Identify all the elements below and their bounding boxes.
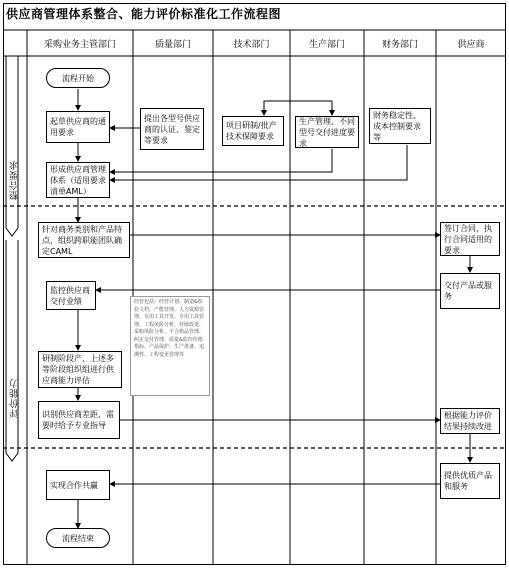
phase-label-evaluation: 评价能力 xyxy=(10,378,20,418)
production-requirements: 生产管理、不同型号交付进度要求 xyxy=(295,116,359,148)
deliver-products: 交付产品或服务 xyxy=(440,273,500,309)
annotation-note: 经营包括：经营计划、制造&检验文档、产能管理、人力资源管理、专用工具开发、专用工具管理、工程风险分析、持续改进、采购风险分析、不合格品管理、纠正交付管理、质量&监控价格指标、产品保护、生产准备、追溯性、工程变更管理等 xyxy=(130,296,210,396)
tech-requirements: 项目研制/批产技术保障要求 xyxy=(222,116,284,146)
chart-title: 供应商管理体系整合、能力评价标准化工作流程图 xyxy=(6,7,282,21)
column-header-finance: 财务部门 xyxy=(381,40,418,50)
identify-gaps: 识别供应商差距，需要时给予专业指导 xyxy=(38,401,120,439)
win-win-cooperation: 实现合作共赢 xyxy=(46,470,110,500)
start-terminal: 流程开始 xyxy=(46,68,110,88)
monitor-delivery: 监控供应商交付业绩 xyxy=(46,281,96,310)
raise-general-requirements: 起草供应商的通用要求 xyxy=(46,111,110,143)
column-header-quality: 质量部门 xyxy=(154,40,191,50)
form-management-system: 形成供应商管理体系（适用要求清单AML） xyxy=(46,162,110,198)
provide-quality-products: 提供优质产品和服务 xyxy=(440,463,500,499)
quality-requirements: 提出各型号供应商的认证、鉴定等要求 xyxy=(140,108,204,150)
phase-brackets xyxy=(6,56,18,461)
column-header-tech: 技术部门 xyxy=(233,40,270,50)
column-header-procurement: 采购业务主管部门 xyxy=(43,40,116,50)
sign-contract: 签订合同，执行合同适用的要求 xyxy=(440,222,500,256)
column-header-supplier: 供应商 xyxy=(457,40,485,50)
column-header-production: 生产部门 xyxy=(308,40,345,50)
capability-assessment: 研制阶段产、上述多等阶段组织组进行供应商能力评估 xyxy=(38,351,122,388)
finance-requirements: 财务稳定性、成本控制要求等 xyxy=(369,108,431,144)
end-terminal: 流程结束 xyxy=(46,528,110,548)
continuous-improvement: 根据能力评价结果持续改进 xyxy=(440,408,500,434)
phase-label-integration: 整合要求 xyxy=(10,160,20,200)
classify-caml: 针对商务类别和产品特点，组织跨职能团队确定CAML xyxy=(38,222,130,258)
